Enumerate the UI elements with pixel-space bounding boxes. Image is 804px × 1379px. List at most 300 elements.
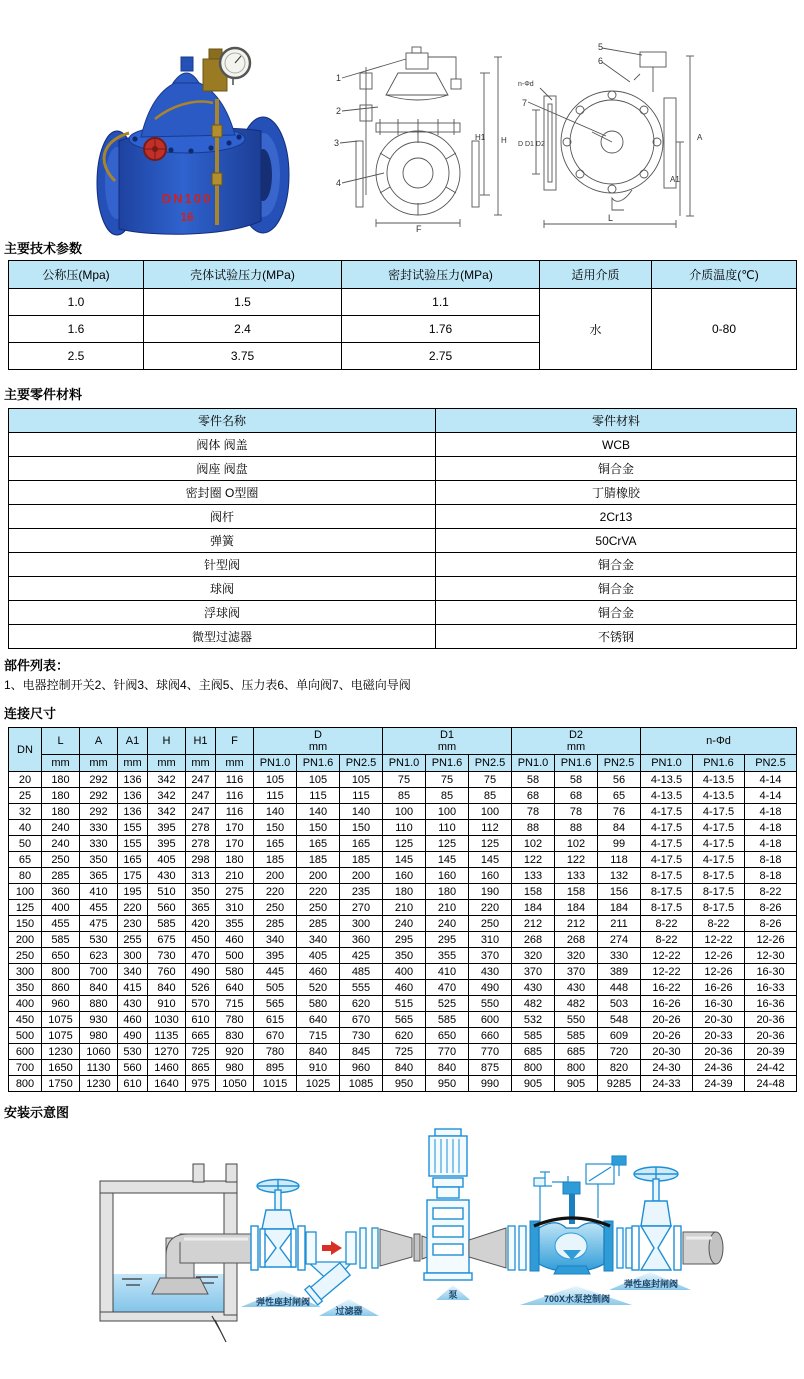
dims-data-cell: 1085 (340, 1076, 383, 1092)
tech-header-cell: 适用介质 (540, 261, 652, 289)
dims-data-cell: 610 (186, 1012, 216, 1028)
callout-3: 3 (334, 138, 340, 148)
dims-data-cell: 125 (426, 836, 469, 852)
dims-data-cell: 210 (383, 900, 426, 916)
dims-data-cell: 250 (42, 852, 80, 868)
dims-data-cell: 470 (186, 948, 216, 964)
dims-data-row (9, 804, 797, 820)
dims-data-cell: 24-42 (745, 1060, 797, 1076)
dims-data-cell: 295 (426, 932, 469, 948)
dims-data-cell: 460 (216, 932, 254, 948)
dims-data-cell: 360 (42, 884, 80, 900)
dims-data-cell: 400 (9, 996, 42, 1012)
dims-data-cell: 370 (469, 948, 512, 964)
dims-data-cell: 840 (148, 980, 186, 996)
dims-data-cell: 300 (340, 916, 383, 932)
dims-data-cell: 895 (254, 1060, 297, 1076)
dims-data-cell: 330 (598, 948, 641, 964)
dims-data-cell: 165 (118, 852, 148, 868)
dims-header-dn: DN (9, 728, 42, 772)
dims-data-cell: 350 (80, 852, 118, 868)
dims-data-cell: 145 (469, 852, 512, 868)
dims-data-cell: 160 (426, 868, 469, 884)
dims-data-cell: 155 (118, 820, 148, 836)
dims-data-cell: 310 (216, 900, 254, 916)
dims-data-cell: 670 (254, 1028, 297, 1044)
dims-data-cell: 503 (598, 996, 641, 1012)
dims-data-cell: 1050 (216, 1076, 254, 1092)
dims-data-cell: 250 (9, 948, 42, 964)
label-strainer: 过滤器 (335, 1306, 363, 1316)
dims-data-cell: 840 (297, 1044, 340, 1060)
dims-data-cell: 460 (118, 1012, 148, 1028)
materials-data-cell: 微型过滤器 (9, 625, 436, 649)
materials-header-cell: 零件材料 (436, 409, 797, 433)
dims-data-cell: 78 (555, 804, 598, 820)
dims-data-cell: 136 (118, 772, 148, 788)
callout-5: 5 (598, 42, 604, 52)
dims-data-cell: 4-17.5 (641, 804, 693, 820)
materials-data-cell: 浮球阀 (9, 601, 436, 625)
dims-data-cell: 1030 (148, 1012, 186, 1028)
dims-data-cell: 342 (148, 788, 186, 804)
materials-data-row (9, 577, 797, 601)
dims-data-cell: 975 (186, 1076, 216, 1092)
dims-data-cell: 212 (512, 916, 555, 932)
dims-data-cell: 525 (426, 996, 469, 1012)
parts-list-title: 部件列表： (4, 658, 70, 673)
dims-header-pn: PN2.5 (469, 755, 512, 772)
tech-header-row (9, 261, 797, 289)
dims-header-group: D2 mm (512, 728, 641, 755)
dimensions-table (8, 727, 797, 1092)
dims-data-cell: 100 (9, 884, 42, 900)
dims-data-cell: 145 (426, 852, 469, 868)
dims-data-cell: 200 (254, 868, 297, 884)
dims-data-cell: 4-13.5 (641, 788, 693, 804)
dims-data-cell: 185 (254, 852, 297, 868)
gate-valve-left (251, 1180, 305, 1271)
materials-data-row (9, 553, 797, 577)
tech-data-cell: 1.1 (342, 289, 540, 316)
dims-data-cell: 1270 (148, 1044, 186, 1060)
dims-data-row (9, 1028, 797, 1044)
dims-data-cell: 490 (469, 980, 512, 996)
dims-data-cell: 330 (80, 836, 118, 852)
dims-data-cell: 548 (598, 1012, 641, 1028)
dims-data-cell: 875 (469, 1060, 512, 1076)
dims-data-cell: 4-17.5 (641, 836, 693, 852)
dims-data-cell: 4-13.5 (693, 772, 745, 788)
dims-data-cell: 820 (598, 1060, 641, 1076)
dims-data-cell: 600 (469, 1012, 512, 1028)
dims-data-row (9, 1012, 797, 1028)
dims-data-cell: 565 (383, 1012, 426, 1028)
dims-header-unit: mm (42, 755, 80, 772)
dims-data-cell: 665 (186, 1028, 216, 1044)
tech-params-head (9, 261, 797, 289)
dims-data-cell: 118 (598, 852, 641, 868)
dims-data-cell: 430 (148, 868, 186, 884)
valve-marking-pn: 16 (180, 210, 194, 224)
dims-data-cell: 610 (118, 1076, 148, 1092)
top-images-row (0, 0, 804, 236)
dims-data-cell: 550 (555, 1012, 598, 1028)
dims-data-cell: 1075 (42, 1028, 80, 1044)
materials-data-cell: 铜合金 (436, 457, 797, 481)
dims-data-cell: 365 (186, 900, 216, 916)
dims-data-cell: 420 (186, 916, 216, 932)
dims-data-cell: 395 (148, 836, 186, 852)
dims-data-cell: 250 (469, 916, 512, 932)
dims-data-cell: 20-30 (693, 1012, 745, 1028)
dims-data-cell: 110 (383, 820, 426, 836)
dims-header-unit: mm (118, 755, 148, 772)
dims-data-cell: 415 (118, 980, 148, 996)
dims-data-cell: 230 (118, 916, 148, 932)
dims-header-cell: A1 (118, 728, 148, 755)
dims-data-cell: 730 (148, 948, 186, 964)
front-view-drawing (326, 45, 508, 233)
dims-data-cell: 9285 (598, 1076, 641, 1092)
dims-data-cell: 730 (340, 1028, 383, 1044)
dims-data-row (9, 788, 797, 804)
dims-data-cell: 20 (9, 772, 42, 788)
dims-data-cell: 8-22 (641, 932, 693, 948)
dims-data-cell: 500 (9, 1028, 42, 1044)
materials-header-cell: 零件名称 (9, 409, 436, 433)
dims-data-cell: 475 (80, 916, 118, 932)
dims-data-cell: 560 (118, 1060, 148, 1076)
dims-data-cell: 780 (216, 1012, 254, 1028)
dims-data-cell: 430 (555, 980, 598, 996)
dims-data-cell: 450 (186, 932, 216, 948)
dims-data-cell: 16-30 (745, 964, 797, 980)
dims-data-row (9, 932, 797, 948)
dims-data-cell: 905 (555, 1076, 598, 1092)
dims-header-pn: PN2.5 (745, 755, 797, 772)
dims-data-cell: 880 (80, 996, 118, 1012)
dims-data-cell: 240 (426, 916, 469, 932)
dims-data-cell: 8-26 (745, 916, 797, 932)
dims-data-cell: 180 (216, 852, 254, 868)
control-valve-700x (530, 1156, 626, 1274)
dims-header-cell: H (148, 728, 186, 755)
flange (617, 1228, 623, 1268)
dims-data-cell: 342 (148, 772, 186, 788)
dims-data-cell: 68 (555, 788, 598, 804)
dims-header-group: D mm (254, 728, 383, 755)
dims-data-cell: 170 (216, 820, 254, 836)
dims-data-cell: 505 (254, 980, 297, 996)
dims-header-group: n-Φd (641, 728, 797, 755)
dims-data-row (9, 884, 797, 900)
dims-header-pn: PN1.6 (693, 755, 745, 772)
dims-data-cell: 20-36 (745, 1012, 797, 1028)
dims-data-cell: 247 (186, 804, 216, 820)
dims-data-cell: 180 (42, 772, 80, 788)
dims-data-row (9, 852, 797, 868)
dims-data-cell: 140 (254, 804, 297, 820)
dimensions-head (9, 728, 797, 772)
dims-data-cell: 585 (42, 932, 80, 948)
dims-data-cell: 1230 (42, 1044, 80, 1060)
dims-data-cell: 320 (512, 948, 555, 964)
suction-pipe (152, 1234, 253, 1294)
dims-data-cell: 840 (80, 980, 118, 996)
dims-data-cell: 270 (340, 900, 383, 916)
dims-data-cell: 16-33 (745, 980, 797, 996)
tech-params-table (8, 260, 797, 370)
dims-data-cell: 112 (469, 820, 512, 836)
label-pump: 泵 (448, 1290, 458, 1300)
dims-data-cell: 340 (254, 932, 297, 948)
tech-medium-cell: 水 (540, 289, 652, 370)
dims-data-cell: 490 (118, 1028, 148, 1044)
label-gate-valve-left: 弹性座封闸阀 (255, 1297, 311, 1307)
dim-a: A (697, 133, 703, 142)
dims-data-row (9, 964, 797, 980)
dims-data-cell: 725 (383, 1044, 426, 1060)
dims-data-cell: 65 (9, 852, 42, 868)
flow-arrow (322, 1241, 342, 1255)
dims-data-cell: 292 (80, 788, 118, 804)
tech-data-cell: 2.5 (9, 343, 144, 370)
dims-header-pn: PN1.6 (297, 755, 340, 772)
dims-data-cell: 555 (340, 980, 383, 996)
dims-data-cell: 20-30 (641, 1044, 693, 1060)
dims-data-cell: 240 (383, 916, 426, 932)
dims-data-cell: 180 (426, 884, 469, 900)
installation-diagram (0, 1126, 804, 1374)
dims-data-cell: 165 (297, 836, 340, 852)
dims-data-cell: 840 (426, 1060, 469, 1076)
dims-data-cell: 770 (426, 1044, 469, 1060)
dims-data-cell: 160 (469, 868, 512, 884)
dims-data-cell: 133 (512, 868, 555, 884)
dims-data-cell: 116 (216, 772, 254, 788)
dims-data-cell: 330 (80, 820, 118, 836)
dims-data-cell: 960 (42, 996, 80, 1012)
dims-data-cell: 285 (42, 868, 80, 884)
dims-data-cell: 68 (512, 788, 555, 804)
dims-data-cell: 565 (254, 996, 297, 1012)
dims-data-cell: 24-33 (641, 1076, 693, 1092)
materials-body (9, 433, 797, 649)
dims-data-cell: 75 (426, 772, 469, 788)
gate-valve-right (632, 1167, 681, 1270)
dims-data-cell: 715 (297, 1028, 340, 1044)
pump-outlet-assembly (469, 1226, 526, 1270)
dims-data-cell: 40 (9, 820, 42, 836)
dims-header-cell: H1 (186, 728, 216, 755)
callout-7: 7 (522, 98, 528, 108)
dims-header-row-2 (9, 755, 797, 772)
materials-data-row (9, 481, 797, 505)
dims-data-cell: 200 (340, 868, 383, 884)
callout-4: 4 (336, 178, 342, 188)
dims-data-cell: 85 (383, 788, 426, 804)
dims-data-cell: 715 (216, 996, 254, 1012)
dims-data-cell: 247 (186, 788, 216, 804)
dims-data-cell: 20-26 (641, 1028, 693, 1044)
dims-header-pn: PN1.6 (426, 755, 469, 772)
parts-list-block (4, 655, 804, 693)
valve-marking-dn: DN100 (161, 191, 213, 206)
tech-temperature-cell: 0-80 (652, 289, 797, 370)
dims-data-cell: 165 (340, 836, 383, 852)
dims-data-cell: 16-26 (641, 996, 693, 1012)
dims-data-cell: 300 (118, 948, 148, 964)
dims-data-cell: 8-17.5 (641, 900, 693, 916)
materials-data-row (9, 433, 797, 457)
dims-data-cell: 20-26 (641, 1012, 693, 1028)
strainer (305, 1232, 356, 1305)
dims-data-cell: 526 (186, 980, 216, 996)
dims-data-cell: 532 (512, 1012, 555, 1028)
dims-data-cell: 410 (426, 964, 469, 980)
dims-data-row (9, 820, 797, 836)
tech-data-cell: 1.6 (9, 316, 144, 343)
dims-header-unit: mm (80, 755, 118, 772)
dims-data-row (9, 996, 797, 1012)
dims-data-cell: 430 (469, 964, 512, 980)
dims-data-cell: 12-30 (745, 948, 797, 964)
dims-data-cell: 760 (148, 964, 186, 980)
dims-data-cell: 1640 (148, 1076, 186, 1092)
dims-data-cell: 320 (555, 948, 598, 964)
label-gate-valve-right: 弹性座封闸阀 (623, 1279, 679, 1289)
dims-data-cell: 460 (297, 964, 340, 980)
dims-data-cell: 930 (80, 1012, 118, 1028)
dims-data-cell: 12-22 (641, 948, 693, 964)
dims-data-cell: 80 (9, 868, 42, 884)
dims-data-cell: 980 (80, 1028, 118, 1044)
dims-data-cell: 150 (297, 820, 340, 836)
dims-data-cell: 800 (9, 1076, 42, 1092)
dims-data-cell: 12-22 (693, 932, 745, 948)
dims-data-cell: 510 (148, 884, 186, 900)
dims-data-cell: 16-26 (693, 980, 745, 996)
dims-data-cell: 65 (598, 788, 641, 804)
dims-data-cell: 1025 (297, 1076, 340, 1092)
dims-header-cell: F (216, 728, 254, 755)
tech-header-cell: 介质温度(℃) (652, 261, 797, 289)
dims-data-row (9, 948, 797, 964)
dims-data-cell: 8-17.5 (641, 868, 693, 884)
dims-data-cell: 430 (512, 980, 555, 996)
dims-data-cell: 125 (383, 836, 426, 852)
dims-data-cell: 4-17.5 (693, 836, 745, 852)
dims-data-cell: 58 (512, 772, 555, 788)
dims-data-cell: 24-36 (693, 1060, 745, 1076)
dims-data-cell: 530 (80, 932, 118, 948)
materials-data-cell: 球阀 (9, 577, 436, 601)
dims-header-pn: PN1.6 (555, 755, 598, 772)
dims-data-row (9, 1060, 797, 1076)
dims-data-cell: 278 (186, 836, 216, 852)
dims-header-unit: mm (186, 755, 216, 772)
dims-data-cell: 910 (148, 996, 186, 1012)
dims-data-cell: 158 (555, 884, 598, 900)
dims-header-pn: PN2.5 (598, 755, 641, 772)
tech-data-cell: 1.76 (342, 316, 540, 343)
dims-data-cell: 140 (297, 804, 340, 820)
dims-data-cell: 1460 (148, 1060, 186, 1076)
dims-data-cell: 250 (254, 900, 297, 916)
dims-data-cell: 247 (186, 772, 216, 788)
dims-data-row (9, 868, 797, 884)
materials-data-cell: 阀杆 (9, 505, 436, 529)
dims-data-cell: 800 (555, 1060, 598, 1076)
dims-data-row (9, 836, 797, 852)
dims-header-cell: A (80, 728, 118, 755)
dims-data-cell: 455 (80, 900, 118, 916)
dims-data-cell: 150 (254, 820, 297, 836)
dims-header-pn: PN2.5 (340, 755, 383, 772)
dims-data-cell: 445 (254, 964, 297, 980)
section-title-materials: 主要零件材料 (4, 387, 83, 402)
materials-data-row (9, 529, 797, 553)
dims-data-cell: 12-26 (745, 932, 797, 948)
dims-data-cell: 4-14 (745, 772, 797, 788)
product-photo (95, 33, 293, 239)
dims-data-cell: 132 (598, 868, 641, 884)
dims-data-cell: 136 (118, 788, 148, 804)
dims-data-cell: 500 (216, 948, 254, 964)
dims-data-cell: 800 (512, 1060, 555, 1076)
dims-data-cell: 20-36 (693, 1044, 745, 1060)
dims-data-cell: 12-22 (641, 964, 693, 980)
dims-data-cell: 8-17.5 (693, 884, 745, 900)
dims-data-cell: 88 (555, 820, 598, 836)
dims-data-cell: 24-30 (641, 1060, 693, 1076)
dims-data-cell: 8-18 (745, 868, 797, 884)
dim-l: L (608, 213, 614, 223)
dims-data-cell: 300 (9, 964, 42, 980)
dims-data-cell: 24-39 (693, 1076, 745, 1092)
dims-data-cell: 156 (598, 884, 641, 900)
dims-data-row (9, 900, 797, 916)
dims-data-cell: 211 (598, 916, 641, 932)
dims-data-cell: 355 (216, 916, 254, 932)
dims-header-pn: PN1.0 (641, 755, 693, 772)
dims-data-cell: 298 (186, 852, 216, 868)
materials-data-cell: 50CrVA (436, 529, 797, 553)
dims-data-cell: 1650 (42, 1060, 80, 1076)
dims-data-cell: 255 (118, 932, 148, 948)
materials-data-row (9, 625, 797, 649)
dims-data-cell: 585 (512, 1028, 555, 1044)
dims-data-cell: 720 (598, 1044, 641, 1060)
tech-params-body (9, 289, 797, 370)
dims-data-cell: 400 (383, 964, 426, 980)
dims-data-cell: 1750 (42, 1076, 80, 1092)
dims-data-cell: 268 (512, 932, 555, 948)
dims-data-cell: 770 (469, 1044, 512, 1060)
tech-header-cell: 壳体试验压力(MPa) (144, 261, 342, 289)
dims-data-cell: 212 (555, 916, 598, 932)
dims-data-cell: 115 (340, 788, 383, 804)
dims-data-cell: 623 (80, 948, 118, 964)
dims-data-cell: 235 (340, 884, 383, 900)
dims-data-cell: 220 (254, 884, 297, 900)
dims-data-cell: 210 (216, 868, 254, 884)
dims-data-cell: 185 (297, 852, 340, 868)
tech-data-cell: 3.75 (144, 343, 342, 370)
callout-6: 6 (598, 56, 604, 66)
dims-data-cell: 100 (469, 804, 512, 820)
